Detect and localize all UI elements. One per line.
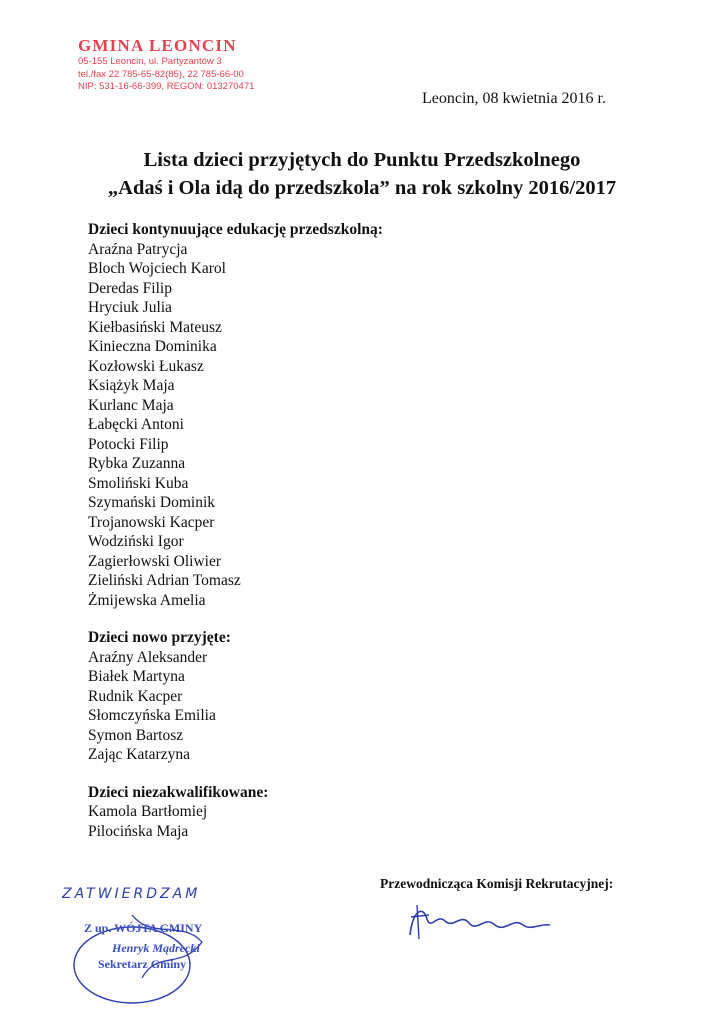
list-item: Smoliński Kuba — [88, 474, 189, 492]
list-item: Rudnik Kacper — [88, 687, 183, 705]
section-heading: Dzieci niezakwalifikowane: — [88, 783, 269, 801]
section-heading: Dzieci kontynuujące edukację przedszkolną: — [88, 221, 383, 238]
place-date: Leoncin, 08 kwietnia 2016 r. — [422, 90, 606, 107]
section-heading: Dzieci nowo przyjęte: — [88, 629, 231, 646]
list-item: Zieliński Adrian Tomasz — [88, 572, 241, 589]
list-item: Kamola Bartłomiej — [88, 803, 208, 820]
approval-note: ZATWIERDZAM — [62, 886, 201, 902]
list-item: Kurlanc Maja — [88, 396, 174, 414]
signature-stroke — [410, 911, 550, 935]
list-item: Kinieczna Dominika — [88, 338, 217, 355]
list-item: Zając Katarzyna — [88, 746, 190, 763]
list-item: Wodziński Igor — [88, 533, 184, 550]
stamp-line-1: Z up. WÓJTA GMINY — [84, 921, 203, 935]
list-item: Symon Bartosz — [88, 726, 184, 744]
list-item: Araźna Patrycja — [88, 240, 188, 258]
list-item: Bloch Wojciech Karol — [88, 260, 226, 277]
list-item: Rybka Zuzanna — [88, 455, 186, 472]
list-item: Deredas Filip — [88, 279, 172, 297]
section-not-qualified — [88, 783, 383, 842]
chair-signature — [405, 895, 555, 945]
municipality-address: 05-155 Leoncin, ul. Partyzantów 3 — [78, 56, 222, 67]
list-item: Araźny Aleksander — [88, 648, 208, 666]
committee-chair-label: Przewodnicząca Komisji Rekrutacyjnej: — [380, 876, 614, 891]
approval-stamp — [62, 880, 262, 1010]
list-item: Szymański Dominik — [88, 494, 216, 511]
municipality-stamp — [78, 36, 254, 94]
list-item: Żmijewska Amelia — [88, 591, 206, 609]
stamp-line-2: Henryk Mądrecki — [112, 941, 200, 955]
list-item: Książyk Maja — [88, 377, 175, 394]
list-item: Kiełbasiński Mateusz — [88, 318, 222, 336]
signature-stroke — [411, 905, 429, 939]
municipality-ids: NIP: 531-16-66-399, REGON: 013270471 — [78, 81, 255, 92]
municipality-name: GMINA LEONCIN — [78, 36, 237, 55]
children-lists — [88, 220, 383, 841]
section-continuing — [88, 220, 383, 610]
list-item: Białek Martyna — [88, 668, 185, 685]
list-item: Kozłowski Łukasz — [88, 357, 204, 375]
list-item: Hryciuk Julia — [88, 299, 172, 316]
municipality-phone: tel./fax 22 785-65-82(85), 22 785-66-00 — [78, 68, 244, 80]
list-item: Potocki Filip — [88, 435, 169, 453]
title-line-1: Lista dzieci przyjętych do Punktu Przedszkolnego — [143, 149, 581, 171]
list-item: Łabęcki Antoni — [88, 416, 184, 433]
title-line-2: „Adaś i Ola idą do przedszkola” na rok szkolny 2016/2017 — [107, 177, 617, 199]
list-item: Pilocińska Maja — [88, 822, 189, 840]
list-item: Zagierłowski Oliwier — [88, 552, 222, 570]
list-item: Słomczyńska Emilia — [88, 707, 216, 724]
document-title — [0, 146, 724, 202]
section-newly-admitted — [88, 628, 383, 765]
list-item: Trojanowski Kacper — [88, 513, 215, 531]
stamp-line-3: Sekretarz Gminy — [98, 957, 187, 971]
